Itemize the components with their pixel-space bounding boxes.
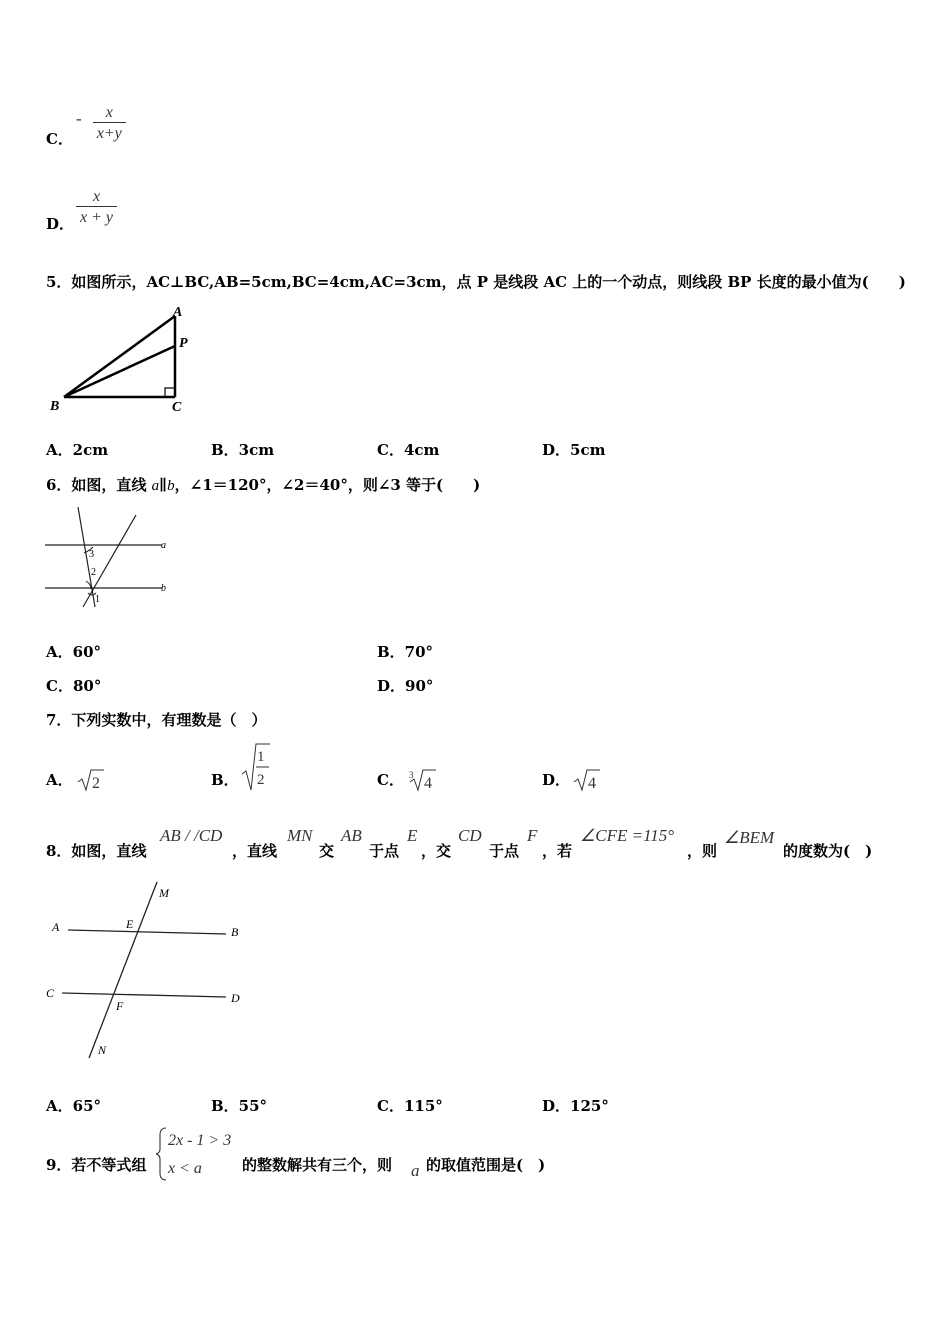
- q6-label-2: 2: [91, 567, 96, 578]
- q7-option-c-label: C．: [377, 771, 404, 789]
- q7-option-d-label: D．: [542, 771, 571, 789]
- q8-figure: [40, 875, 260, 1065]
- q7-option-b-sqrt-fraction: [240, 740, 272, 794]
- q8-option-a: A．65°: [46, 1097, 102, 1115]
- q8-label-a: A: [52, 920, 60, 934]
- q9-inequality-2: x < a: [168, 1160, 202, 1177]
- q5-label-a: A: [173, 305, 183, 320]
- q4-option-d-expression: [76, 188, 117, 227]
- q7-option-a-label: A．: [46, 771, 73, 789]
- q4-option-d-denominator: x + y: [76, 206, 117, 227]
- q6-var-a: a: [151, 478, 160, 494]
- q7-option-d-radicand: 4: [588, 775, 596, 792]
- q6-stem-prefix: 6．如图，直线: [46, 476, 152, 494]
- q8-option-d: D．125°: [542, 1097, 609, 1115]
- q7-option-b-label: B．: [211, 771, 239, 789]
- q9-stem-p2: 的整数解共有三个，则: [242, 1156, 393, 1174]
- q6-label-b: b: [161, 583, 166, 594]
- q6-stem: [46, 474, 480, 495]
- q8-stem-p5: ，交: [421, 842, 452, 860]
- q8-math-f: F: [527, 826, 538, 845]
- q6-var-b: b: [167, 478, 175, 494]
- q8-stem-p7: ，若: [542, 842, 573, 860]
- q9-stem-p1: 9．若不等式组: [46, 1156, 147, 1174]
- q8-label-f: F: [116, 999, 124, 1013]
- q7-option-c-radicand: 4: [424, 775, 432, 792]
- q5-label-c: C: [172, 400, 182, 415]
- q5-option-a: A．2cm: [46, 441, 109, 459]
- q7-option-d-sqrt: [572, 766, 602, 794]
- q8-label-n: N: [98, 1043, 107, 1057]
- q8-math-ab-parallel-cd: AB / /CD: [160, 826, 223, 845]
- q8-math-cd: CD: [458, 826, 482, 845]
- q7-option-c-index: 3: [409, 770, 414, 780]
- q8-stem-p9: 的度数为( ): [783, 842, 873, 860]
- q4-option-c-denominator: x+y: [93, 122, 126, 143]
- q5-segment-ab: [64, 316, 175, 397]
- q8-line-mn: [89, 882, 157, 1058]
- q8-stem-p2: ，直线: [232, 842, 278, 860]
- q8-stem-p8: ，则: [687, 842, 718, 860]
- q5-right-angle-mark: [165, 388, 175, 397]
- q6-option-b: B．70°: [377, 643, 434, 661]
- q8-math-ab: AB: [341, 826, 362, 845]
- q6-option-a: A．60°: [46, 643, 102, 661]
- q7-option-b-numerator: 1: [257, 749, 265, 765]
- q6-label-3: 3: [89, 549, 94, 560]
- q4-option-c-numerator: x: [105, 104, 113, 121]
- q8-line-cd: [62, 993, 226, 997]
- q6-stem-rest: ，∠1＝120°，∠2＝40°，则∠3 等于( ): [174, 476, 481, 494]
- q9-brace: [156, 1128, 166, 1180]
- q6-parallel-lines-figure: [40, 500, 190, 615]
- q5-label-p: P: [179, 336, 188, 351]
- q8-stem-p6: 于点: [489, 842, 520, 860]
- q7-option-a-radicand: 2: [92, 775, 100, 792]
- q8-label-d: D: [231, 991, 240, 1005]
- q9-stem-p3: 的取值范围是( ): [426, 1156, 546, 1174]
- q8-stem-p4: 于点: [369, 842, 400, 860]
- q7-option-b-denominator: 2: [257, 772, 265, 788]
- q7-stem: 7．下列实数中，有理数是（ ）: [46, 711, 267, 729]
- q6-parallel-symbol: ∥: [159, 476, 168, 494]
- q8-label-b: B: [231, 925, 239, 939]
- q4-option-c-label: C．: [46, 130, 73, 148]
- q5-option-b: B．3cm: [211, 441, 275, 459]
- q5-option-c: C．4cm: [377, 441, 440, 459]
- q9-inequality-1: 2x - 1 > 3: [168, 1132, 232, 1149]
- q8-math-angle-cfe: ∠CFE =115°: [580, 826, 675, 845]
- q7-option-a-sqrt: [76, 766, 106, 794]
- q8-stem-p3: 交: [319, 842, 335, 860]
- q6-label-1: 1: [95, 594, 100, 605]
- q5-option-d: D．5cm: [542, 441, 606, 459]
- q5-label-b: B: [50, 399, 60, 414]
- q6-transversal-2: [83, 515, 136, 607]
- q8-math-angle-bem: ∠BEM: [724, 828, 775, 847]
- q5-triangle-figure: [44, 300, 204, 420]
- q5-segment-bp: [64, 346, 175, 397]
- q4-option-d-numerator: x: [92, 188, 101, 205]
- q5-stem: 5．如图所示，AC⊥BC,AB=5cm,BC=4cm,AC=3cm，点 P 是线段 AC 上的一个动点，则线段 BP 长度的最小值为( ): [46, 273, 906, 291]
- q8-label-m: M: [159, 886, 169, 900]
- q4-option-c-expression: [76, 104, 126, 143]
- q9-inequality-system: [156, 1125, 246, 1183]
- q8-math-e: E: [407, 826, 418, 845]
- q8-line-ab: [68, 930, 226, 934]
- q8-label-c: C: [46, 986, 55, 1000]
- q4-option-d-fraction: [76, 188, 117, 227]
- q4-option-d-label: D．: [46, 215, 75, 233]
- q7-option-c-cbrt: [406, 766, 438, 794]
- q9-var-a: a: [411, 1161, 420, 1180]
- q4-option-c-sign: -: [76, 109, 82, 128]
- q8-option-c: C．115°: [377, 1097, 443, 1115]
- q6-option-d: D．90°: [377, 677, 434, 695]
- q6-label-a: a: [161, 540, 166, 551]
- q4-option-c-fraction: [93, 104, 126, 143]
- q6-option-c: C．80°: [46, 677, 102, 695]
- q8-stem-p1: 8．如图，直线: [46, 842, 147, 860]
- q8-label-e: E: [126, 917, 134, 931]
- q8-option-b: B．55°: [211, 1097, 268, 1115]
- q8-math-mn: MN: [287, 826, 313, 845]
